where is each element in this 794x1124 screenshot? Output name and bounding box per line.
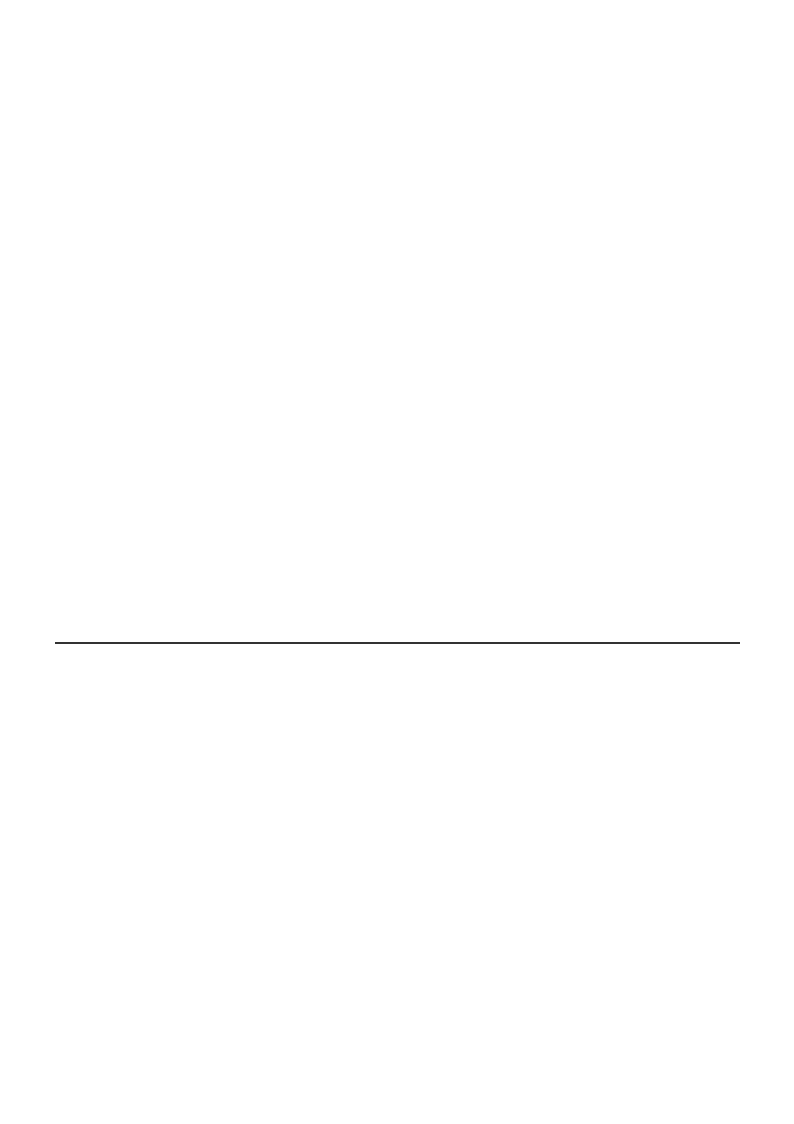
table-header-row [56, 643, 740, 644]
header-source [517, 643, 740, 644]
answer-block [56, 958, 746, 976]
dictation-table [55, 642, 740, 644]
analysis-block [56, 1002, 746, 1021]
header-theme [56, 643, 107, 644]
header-quotes [107, 643, 517, 644]
